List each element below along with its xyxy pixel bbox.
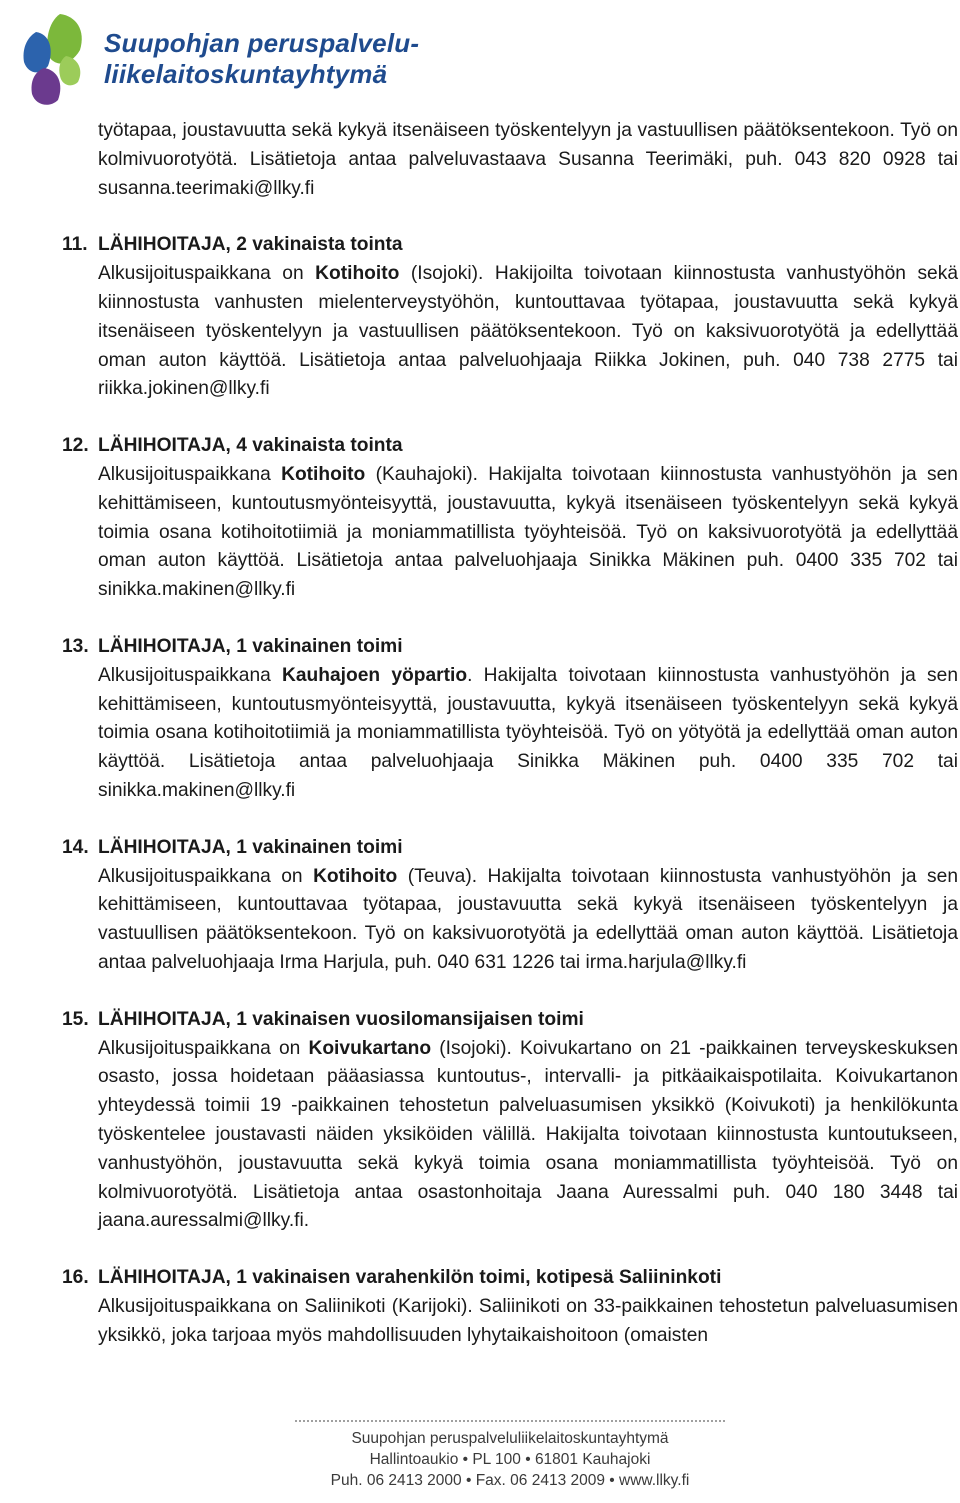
section-gap xyxy=(98,978,958,1006)
description-text: Alkusijoituspaikkana xyxy=(98,463,282,485)
description-text: (Teuva). Hakijalta toivotaan kiinnostusta vanhustyöhön ja sen kehittämiseen, kuntouttavaa työtapaa, joustavuutta sekä kykyä itsenäiseen työskentelyyn ja vastuullisen päätöksentekoon. Työ on kaksivuorotyötä ja edellyttää oman auton käyttöä. Lisätietoja antaa palveluohjaaja Irma Harjula, puh. 040 631 1226 tai irma.harjula@llky.fi xyxy=(98,865,958,973)
section-gap xyxy=(98,404,958,432)
listing-number: 16. xyxy=(62,1267,89,1289)
listing-title: LÄHIHOITAJA, 1 vakinaisen varahenkilön toimi, kotipesä Saliininkoti xyxy=(98,1267,722,1289)
section-gap xyxy=(98,605,958,633)
job-listing xyxy=(62,633,958,806)
listing-description xyxy=(98,1293,958,1351)
listing-description xyxy=(98,1035,958,1237)
logo-line-2: liikelaitoskuntayhtymä xyxy=(104,59,388,89)
organization-logo-text xyxy=(104,28,419,90)
document-body xyxy=(62,117,958,1350)
organization-logo-icon xyxy=(14,10,104,110)
description-text: Alkusijoituspaikkana on Saliinikoti (Karijoki). Saliinikoti on 33-paikkainen tehostetun palveluasumisen yksikkö, joka tarjoaa myös mahdollisuuden lyhytaikaishoitoon (omaisten xyxy=(98,1295,958,1346)
job-listings xyxy=(62,203,958,1350)
description-text: Alkusijoituspaikkana on xyxy=(98,1037,309,1059)
description-text: (Kauhajoki). Hakijalta toivotaan kiinnostusta vanhustyöhön ja sen kehittämiseen, kuntoutusmyönteisyyttä, joustavuutta, kykyä itsenäiseen työskentelyyn sekä kykyä toimia osana kotihoitotiimiä ja moniammatillista työyhteisöä. Työ on kaksivuorotyötä ja edellyttää oman auton käyttöä. Lisätietoja antaa palveluohjaaja Sinikka Mäkinen puh. 0400 335 702 tai sinikka.makinen@llky.fi xyxy=(98,463,958,601)
workplace-name: Kauhajoen yöpartio xyxy=(282,664,468,686)
listing-number: 13. xyxy=(62,635,89,657)
header xyxy=(14,10,434,110)
footer-org-name: Suupohjan peruspalveluliikelaitoskuntayhtymä xyxy=(351,1430,669,1447)
listing-description xyxy=(98,863,958,978)
description-text: Alkusijoituspaikkana on xyxy=(98,865,314,887)
description-text: (Isojoki). Koivukartano on 21 -paikkainen terveyskeskuksen osasto, jossa hoidetaan pääasiassa kuntoutus-, intervalli- ja pitkäaikaispotilaita. Koivukartanon yhteydessä toimii 19 -paikkainen tehostetun palveluasumisen yksikkö (Koivukoti) ja henkilökunta työskentelee joustavasti näiden yksiköiden välillä. Hakijalta toivotaan kiinnostusta kuntoutukseen, vanhustyöhön, joustavuutta sekä kykyä toimia osana moniammatillista työyhteisöä. Työ on kolmivuorotyötä. Lisätietoja antaa osastonhoitaja Jaana Auressalmi puh. 040 180 3448 tai jaana.auressalmi@llky.fi. xyxy=(98,1037,958,1232)
listing-number: 14. xyxy=(62,836,89,858)
section-gap xyxy=(98,1236,958,1264)
description-text: Alkusijoituspaikkana on xyxy=(98,263,316,285)
footer-contact: Puh. 06 2413 2000 • Fax. 06 2413 2009 • www.llky.fi xyxy=(330,1472,690,1489)
description-text: . Hakijalta toivotaan kiinnostusta vanhustyöhön ja sen kehittämiseen, kuntoutusmyönteisyyttä, joustavuutta, kykyä itsenäiseen työskentelyyn sekä kykyä toimia osana kotihoitotiimiä ja moniammatillista työyhteisöä. Työ on yötyötä ja edellyttää oman auton käyttöä. Lisätietoja antaa palveluohjaaja Sinikka Mäkinen puh. 0400 335 702 tai sinikka.makinen@llky.fi xyxy=(98,664,958,801)
footer-address: Hallintoaukio • PL 100 • 61801 Kauhajoki xyxy=(369,1451,651,1468)
workplace-name: Koivukartano xyxy=(308,1037,432,1059)
intro-paragraph: työtapaa, joustavuutta sekä kykyä itsenäiseen työskentelyyn ja vastuullisen päätöksentekoon. Työ on kolmivuorotyötä. Lisätietoja antaa palveluvastaava Susanna Teerimäki, puh. 043 820 0928 tai susanna.teerimaki@llky.fi xyxy=(98,120,958,199)
listing-title: LÄHIHOITAJA, 2 vakinaista tointa xyxy=(98,234,403,256)
description-text: (Isojoki). Hakijoilta toivotaan kiinnostusta vanhustyöhön sekä kiinnostusta vanhusten mielenterveystyöhön, kuntouttavaa työtapaa, joustavuutta sekä kykyä itsenäiseen työskentelyyn ja vastuullisen päätöksentekoon. Työ on kaksivuorotyötä ja edellyttää oman auton käyttöä. Lisätietoja antaa palveluohjaaja Riikka Jokinen, puh. 040 738 2775 tai riikka.jokinen@llky.fi xyxy=(98,263,958,400)
listing-number: 11. xyxy=(62,234,88,256)
job-listing xyxy=(62,231,958,404)
job-listing xyxy=(62,1264,958,1350)
logo-line-1: Suupohjan peruspalvelu- xyxy=(104,28,420,58)
section-gap xyxy=(98,806,958,834)
workplace-name: Kotihoito xyxy=(313,865,398,887)
listing-title: LÄHIHOITAJA, 1 vakinainen toimi xyxy=(98,635,403,657)
listing-title: LÄHIHOITAJA, 4 vakinaista tointa xyxy=(98,435,403,457)
listing-description xyxy=(98,461,958,605)
listing-number: 15. xyxy=(62,1008,89,1030)
section-gap xyxy=(98,203,958,231)
job-listing xyxy=(62,1006,958,1236)
workplace-name: Kotihoito xyxy=(315,263,400,285)
listing-title: LÄHIHOITAJA, 1 vakinainen toimi xyxy=(98,836,403,858)
footer xyxy=(290,1420,730,1491)
job-listing xyxy=(62,432,958,605)
footer-divider xyxy=(295,1420,725,1422)
listing-title: LÄHIHOITAJA, 1 vakinaisen vuosilomansijaisen toimi xyxy=(98,1008,584,1030)
listing-description xyxy=(98,260,958,404)
description-text: Alkusijoituspaikkana xyxy=(98,664,283,686)
job-listing xyxy=(62,834,958,978)
workplace-name: Kotihoito xyxy=(281,463,366,485)
listing-description xyxy=(98,662,958,806)
listing-number: 12. xyxy=(62,435,89,457)
